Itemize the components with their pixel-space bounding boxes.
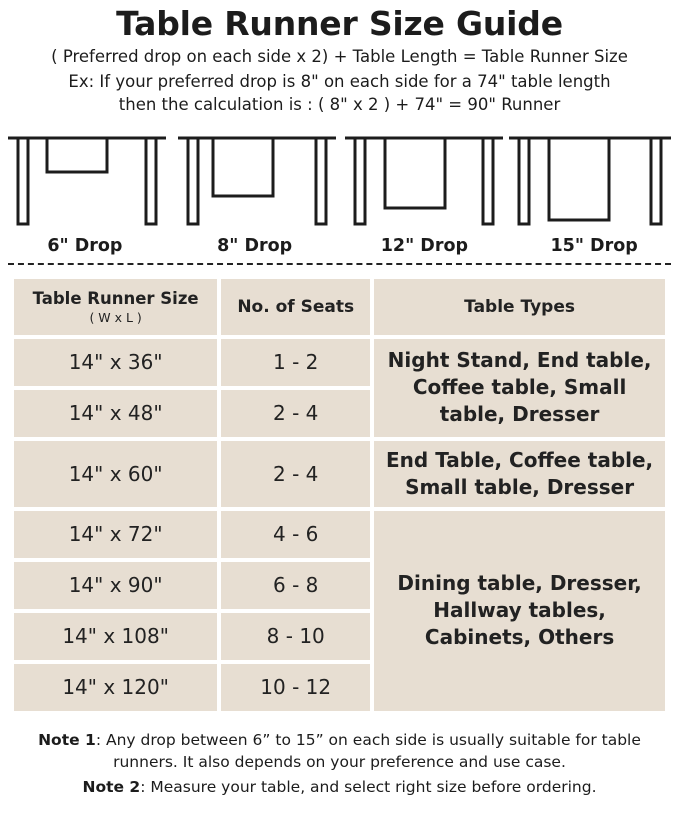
header-seats: No. of Seats — [221, 279, 370, 335]
cell-seats: 10 - 12 — [221, 664, 370, 711]
cell-seats: 4 - 6 — [221, 511, 370, 558]
table-illustration-8in — [178, 138, 336, 224]
note-2-text: : Measure your table, and select right size before ordering. — [140, 777, 597, 796]
cell-table-types: Night Stand, End table, Coffee table, Small table, Dresser — [374, 339, 665, 437]
table-row — [14, 339, 665, 386]
cell-size: 14" x 36" — [14, 339, 217, 386]
drop-label-8in: 8" Drop — [217, 235, 293, 256]
table-illustration-15in — [509, 138, 671, 224]
example-line-1: Ex: If your preferred drop is 8" on each side for a 74" table length — [68, 72, 611, 92]
formula-line: ( Preferred drop on each side x 2) + Table Length = Table Runner Size — [51, 47, 628, 67]
cell-seats: 6 - 8 — [221, 562, 370, 609]
size-guide-table — [10, 275, 669, 715]
header-runner-size-sub: ( W x L ) — [89, 309, 142, 325]
drop-label-row — [0, 236, 679, 256]
cell-table-types: Dining table, Dresser, Hallway tables, Cabinets, Others — [374, 511, 665, 711]
note-1-label: Note 1 — [38, 730, 96, 749]
cell-seats: 2 - 4 — [221, 441, 370, 507]
header-table-types: Table Types — [374, 279, 665, 335]
cell-size: 14" x 90" — [14, 562, 217, 609]
notes-section — [10, 729, 669, 798]
page-title: Table Runner Size Guide — [116, 4, 563, 43]
cell-seats: 8 - 10 — [221, 613, 370, 660]
table-row — [14, 511, 665, 558]
table-drop-diagram — [0, 126, 679, 234]
cell-size: 14" x 120" — [14, 664, 217, 711]
cell-seats: 2 - 4 — [221, 390, 370, 437]
table-header-row — [14, 279, 665, 335]
note-1 — [10, 729, 669, 773]
drop-label-15in: 15" Drop — [550, 235, 638, 256]
cell-size: 14" x 72" — [14, 511, 217, 558]
cell-size: 14" x 60" — [14, 441, 217, 507]
cell-seats: 1 - 2 — [221, 339, 370, 386]
drop-label-12in: 12" Drop — [380, 235, 469, 256]
dashed-divider — [8, 263, 671, 265]
note-2-label: Note 2 — [82, 777, 141, 796]
table-illustration-6in — [8, 138, 166, 224]
header-runner-size — [14, 279, 217, 335]
table-illustration-12in — [345, 138, 503, 224]
table-row — [14, 441, 665, 507]
note-1-text: : Any drop between 6” to 15” on each side is usually suitable for table runners. It also depends on your preference and use case. — [95, 730, 641, 771]
example-line-2: then the calculation is : ( 8" x 2 ) + 74" = 90" Runner — [118, 94, 561, 114]
drop-label-6in: 6" Drop — [47, 235, 123, 256]
cell-table-types: End Table, Coffee table, Small table, Dresser — [374, 441, 665, 507]
note-2 — [10, 776, 669, 798]
header-runner-size-main: Table Runner Size — [32, 288, 199, 308]
cell-size: 14" x 48" — [14, 390, 217, 437]
cell-size: 14" x 108" — [14, 613, 217, 660]
